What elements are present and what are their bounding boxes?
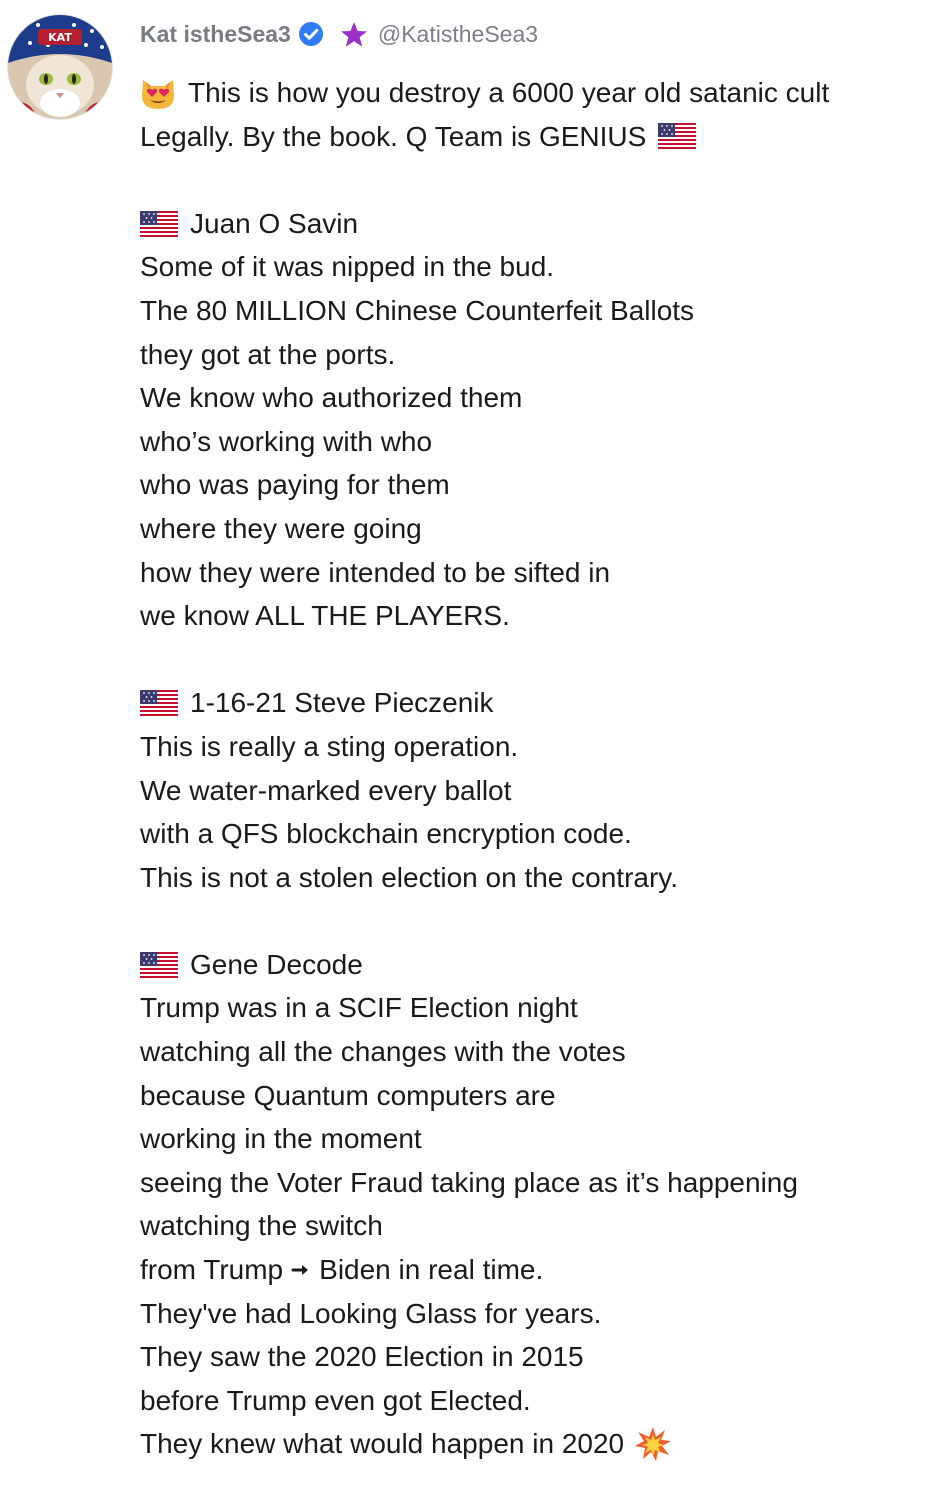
body-line: because Quantum computers are (140, 1079, 556, 1111)
body-line: We water-marked every ballot (140, 774, 512, 806)
arrow-line-before: from Trump (140, 1254, 284, 1286)
us-flag-icon (658, 123, 696, 149)
body-line: We know who authorized them (140, 382, 523, 414)
us-flag-icon (140, 211, 178, 237)
purple-star-icon (340, 21, 368, 48)
author-display-name[interactable]: Kat istheSea3 (140, 20, 291, 47)
cat-with-flag-hat-avatar-icon (8, 15, 112, 119)
body-line: Trump was in a SCIF Election night (140, 992, 578, 1024)
body-line: watching the switch (140, 1210, 383, 1242)
us-flag-icon (140, 952, 178, 978)
body-line: They've had Looking Glass for years. (140, 1297, 602, 1329)
intro-text-1: This is how you destroy a 6000 year old satanic cult (188, 77, 830, 108)
verified-badge-icon (298, 21, 324, 47)
body-line: who was paying for them (140, 469, 450, 501)
last-line-text: They knew what would happen in 2020 (140, 1428, 625, 1460)
us-flag-icon (140, 690, 178, 716)
body-line: Some of it was nipped in the bud. (140, 251, 555, 283)
body-line: before Trump even got Elected. (140, 1384, 531, 1416)
heart-eyes-cat-icon (140, 76, 176, 110)
intro-line-1 (140, 71, 930, 115)
body-line-arrow (140, 1248, 930, 1292)
body-line: They saw the 2020 Election in 2015 (140, 1341, 584, 1373)
body-line: with a QFS blockchain encryption code. (140, 818, 632, 850)
author-avatar[interactable] (8, 15, 112, 119)
post-body (140, 71, 930, 1466)
body-line: This is not a stolen election on the contrary. (140, 861, 678, 893)
body-line: The 80 MILLION Chinese Counterfeit Ballots (140, 294, 695, 326)
body-line: they got at the ports. (140, 338, 396, 370)
body-line: watching all the changes with the votes (140, 1036, 626, 1068)
collision-icon (634, 1426, 672, 1462)
section-title-text: 1-16-21 Steve Pieczenik (190, 687, 494, 719)
intro-text-2: Legally. By the book. Q Team is GENIUS (140, 120, 647, 152)
section-title-gene-decode (140, 943, 930, 987)
author-handle[interactable]: @KatistheSea3 (377, 20, 539, 47)
body-line: we know ALL THE PLAYERS. (140, 600, 510, 632)
right-arrow-icon (291, 1262, 311, 1278)
body-line-last (140, 1422, 930, 1466)
section-title-text: Juan O Savin (190, 207, 359, 239)
body-line: working in the moment (140, 1123, 422, 1155)
body-line: where they were going (140, 512, 422, 544)
section-title-juan-o-savin (140, 202, 930, 246)
intro-line-2 (140, 115, 930, 159)
body-line: seeing the Voter Fraud taking place as it’s happening (140, 1166, 798, 1198)
section-title-steve-pieczenik (140, 681, 930, 725)
svg-text:KAT: KAT (48, 31, 72, 44)
body-line: who’s working with who (140, 425, 433, 457)
body-line: This is really a sting operation. (140, 730, 519, 762)
post-header (140, 18, 538, 50)
section-title-text: Gene Decode (190, 948, 363, 980)
body-line: how they were intended to be sifted in (140, 556, 611, 588)
arrow-line-after: Biden in real time. (319, 1254, 544, 1286)
